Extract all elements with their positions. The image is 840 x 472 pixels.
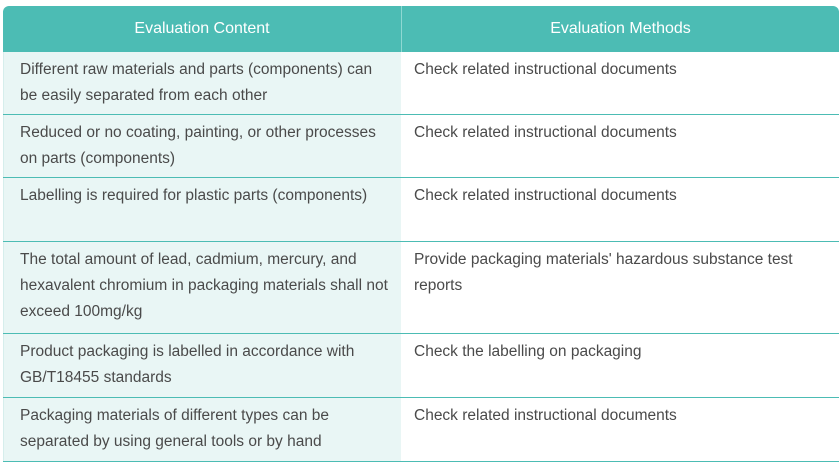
table-row xyxy=(3,178,839,242)
content-cell: Product packaging is labelled in accordance with GB/T18455 standards xyxy=(3,334,401,397)
header-evaluation-methods: Evaluation Methods xyxy=(550,20,691,37)
table-row xyxy=(3,115,839,178)
content-cell: Different raw materials and parts (components) can be easily separated from each other xyxy=(3,52,401,114)
method-cell: Check related instructional documents xyxy=(401,178,839,241)
content-cell: The total amount of lead, cadmium, mercury, and hexavalent chromium in packaging materials shall not exceed 100mg/kg xyxy=(3,242,401,333)
method-cell: Check related instructional documents xyxy=(401,115,839,177)
method-cell: Check the labelling on packaging xyxy=(401,334,839,397)
table-header xyxy=(3,6,839,52)
table-row xyxy=(3,398,839,462)
method-cell: Provide packaging materials' hazardous substance test reports xyxy=(401,242,839,333)
header-evaluation-content: Evaluation Content xyxy=(3,6,402,52)
method-cell: Check related instructional documents xyxy=(401,52,839,114)
content-cell: Packaging materials of different types can be separated by using general tools or by hand xyxy=(3,398,401,461)
table-row xyxy=(3,52,839,115)
method-cell: Check related instructional documents xyxy=(401,398,839,461)
table-row xyxy=(3,242,839,334)
content-cell: Reduced or no coating, painting, or other processes on parts (components) xyxy=(3,115,401,177)
content-cell: Labelling is required for plastic parts (components) xyxy=(3,178,401,241)
evaluation-table xyxy=(3,6,839,462)
table-row xyxy=(3,334,839,398)
